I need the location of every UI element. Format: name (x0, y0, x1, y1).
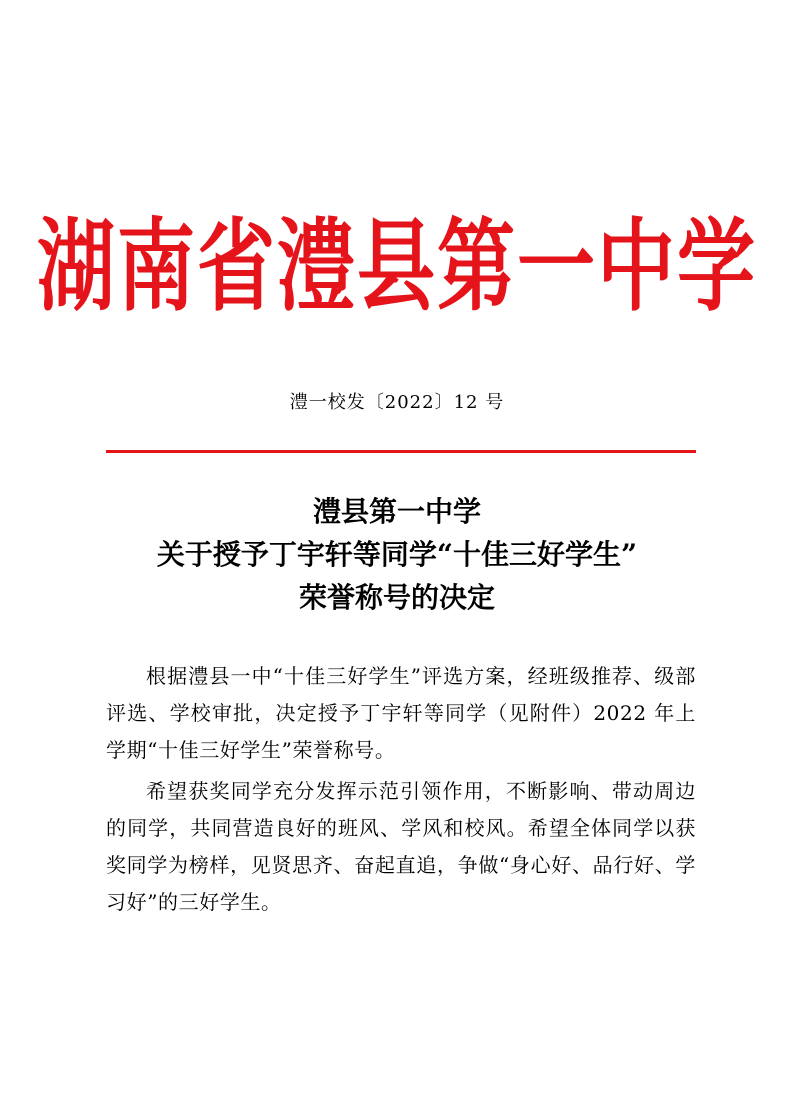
decision-title (0, 490, 794, 619)
red-divider-line (106, 450, 696, 453)
body-paragraph-2: 希望获奖同学充分发挥示范引领作用，不断影响、带动周边的同学，共同营造良好的班风、学风和校风。希望全体同学以获奖同学为榜样，见贤思齐、奋起直追，争做“身心好、品行好、学习好”的三好学生。 (106, 779, 696, 914)
title-line-3: 荣誉称号的决定 (298, 581, 495, 614)
document-body (106, 658, 696, 925)
title-line-1: 澧县第一中学 (312, 495, 481, 528)
title-line-2: 关于授予丁宇轩等同学“十佳三好学生” (156, 538, 638, 571)
document-header-title: 湖南省澧县第一中学 (36, 209, 757, 326)
body-paragraph-1: 根据澧县一中“十佳三好学生”评选方案，经班级推荐、级部评选、学校审批，决定授予丁宇轩等同学（见附件）2022 年上学期“十佳三好学生”荣誉称号。 (106, 664, 696, 762)
document-number: 澧一校发〔2022〕12 号 (289, 392, 505, 413)
